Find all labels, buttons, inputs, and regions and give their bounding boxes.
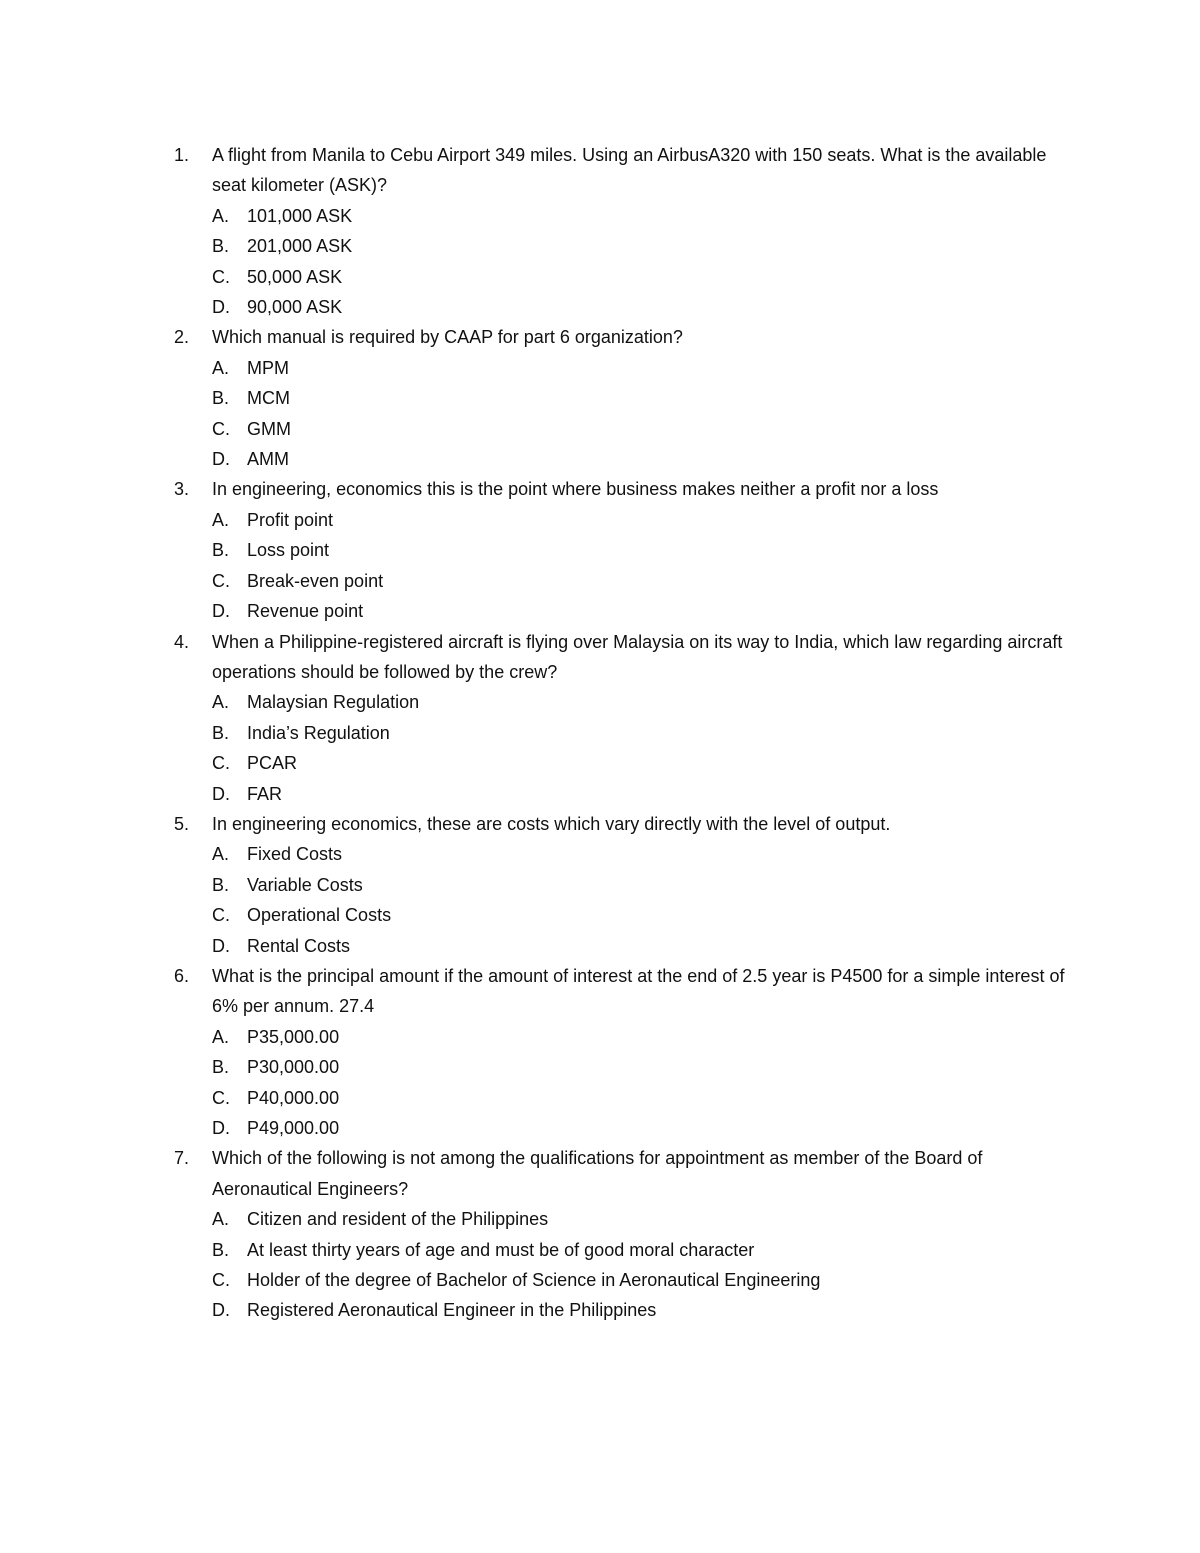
question-item [174,474,1074,626]
option-letter: A. [212,509,230,530]
option-text: Registered Aeronautical Engineer in the Philippines [247,1300,657,1321]
question-text: When a Philippine-registered aircraft is flying over Malaysia on its way to India, which law regarding aircraft operations should be followed by the crew? [212,631,1063,682]
option-text: Revenue point [247,601,364,622]
option-text: P35,000.00 [247,1026,340,1047]
question-number: 5. [174,813,190,834]
option-letter: D. [212,297,230,318]
option-text: MPM [247,357,289,378]
option-list [174,505,1074,627]
option-letter: C. [212,570,230,591]
option-item [174,231,1074,261]
option-text: GMM [247,418,291,439]
option-text: MCM [247,388,290,409]
option-letter: B. [212,1239,230,1260]
option-text: 90,000 ASK [247,297,343,318]
option-text: 50,000 ASK [247,266,343,287]
option-letter: A. [212,357,230,378]
option-item [174,1113,1074,1143]
option-text: At least thirty years of age and must be of good moral character [247,1239,755,1260]
option-item [174,505,1074,535]
option-letter: A. [212,1026,230,1047]
question-number: 7. [174,1148,190,1169]
option-item [174,1235,1074,1265]
option-list [174,353,1074,475]
option-text: P30,000.00 [247,1057,340,1078]
option-letter: C. [212,418,230,439]
option-text: Profit point [247,509,334,530]
question-text: Which of the following is not among the qualifications for appointment as member of the Board of Aeronautical Engineers? [212,1148,983,1199]
option-item [174,718,1074,748]
option-letter: A. [212,692,230,713]
question-number: 2. [174,327,190,348]
option-letter: D. [212,1300,230,1321]
option-list [174,201,1074,323]
question-text: What is the principal amount if the amount of interest at the end of 2.5 year is P4500 for a simple interest of 6% per annum. 27.4 [212,965,1065,1017]
option-text: PCAR [247,753,298,774]
option-item [174,687,1074,717]
question-item [174,1143,1074,1325]
option-letter: C. [212,266,230,287]
option-item [174,353,1074,383]
question-item [174,627,1074,809]
option-item [174,748,1074,778]
option-item [174,900,1074,930]
option-item [174,566,1074,596]
option-item [174,779,1074,809]
option-text: Malaysian Regulation [247,692,420,713]
option-list [174,1204,1074,1326]
option-letter: C. [212,1087,230,1108]
question-list [174,140,1074,1326]
option-letter: D. [212,601,230,622]
option-text: P49,000.00 [247,1118,340,1138]
option-text: Loss point [247,540,330,561]
option-item [174,931,1074,961]
option-letter: B. [212,388,230,409]
option-letter: B. [212,874,230,895]
option-letter: D. [212,783,230,804]
option-letter: D. [212,1118,230,1138]
option-item [174,444,1074,474]
option-item [174,870,1074,900]
option-text: Operational Costs [247,905,392,926]
option-item [174,201,1074,231]
option-item [174,1295,1074,1325]
option-letter: A. [212,844,230,865]
option-letter: C. [212,753,230,774]
question-text: In engineering economics, these are costs which vary directly with the level of output. [212,813,891,834]
option-text: FAR [247,783,283,804]
question-text: A flight from Manila to Cebu Airport 349 miles. Using an AirbusA320 with 150 seats. What is the available seat kilometer (ASK)? [212,145,1047,196]
option-text: India’s Regulation [247,722,390,743]
option-text: 201,000 ASK [247,236,353,257]
option-letter: D. [212,935,230,956]
question-item [174,809,1074,961]
option-item [174,1052,1074,1082]
option-text: Fixed Costs [247,844,343,865]
option-letter: D. [212,449,230,470]
option-item [174,839,1074,869]
option-list [174,839,1074,961]
option-text: Holder of the degree of Bachelor of Science in Aeronautical Engineering [247,1270,821,1291]
question-number: 6. [174,965,190,986]
option-item [174,292,1074,322]
question-item [174,961,1074,1143]
question-item [174,322,1074,474]
option-list [174,687,1074,809]
option-text: Variable Costs [247,874,363,895]
option-item [174,1083,1074,1113]
option-item [174,1022,1074,1052]
option-item [174,596,1074,626]
option-item [174,262,1074,292]
option-list [174,1022,1074,1144]
option-letter: B. [212,236,230,257]
option-text: Citizen and resident of the Philippines [247,1209,549,1230]
option-text: Rental Costs [247,935,351,956]
option-text: P40,000.00 [247,1087,340,1108]
option-item [174,1265,1074,1295]
option-letter: A. [212,1209,230,1230]
option-letter: B. [212,1057,230,1078]
option-item [174,535,1074,565]
option-letter: C. [212,1270,230,1291]
option-item [174,1204,1074,1234]
option-letter: B. [212,722,230,743]
option-letter: C. [212,905,230,926]
option-letter: B. [212,540,230,561]
option-text: AMM [247,449,289,470]
question-item [174,140,1074,322]
option-item [174,383,1074,413]
question-number: 1. [174,145,190,165]
question-number: 3. [174,479,190,500]
question-text: In engineering, economics this is the point where business makes neither a profit nor a loss [212,479,939,500]
option-text: 101,000 ASK [247,205,353,226]
question-number: 4. [174,631,190,652]
question-text: Which manual is required by CAAP for part 6 organization? [212,327,683,348]
option-letter: A. [212,205,230,226]
option-item [174,414,1074,444]
option-text: Break-even point [247,570,384,591]
